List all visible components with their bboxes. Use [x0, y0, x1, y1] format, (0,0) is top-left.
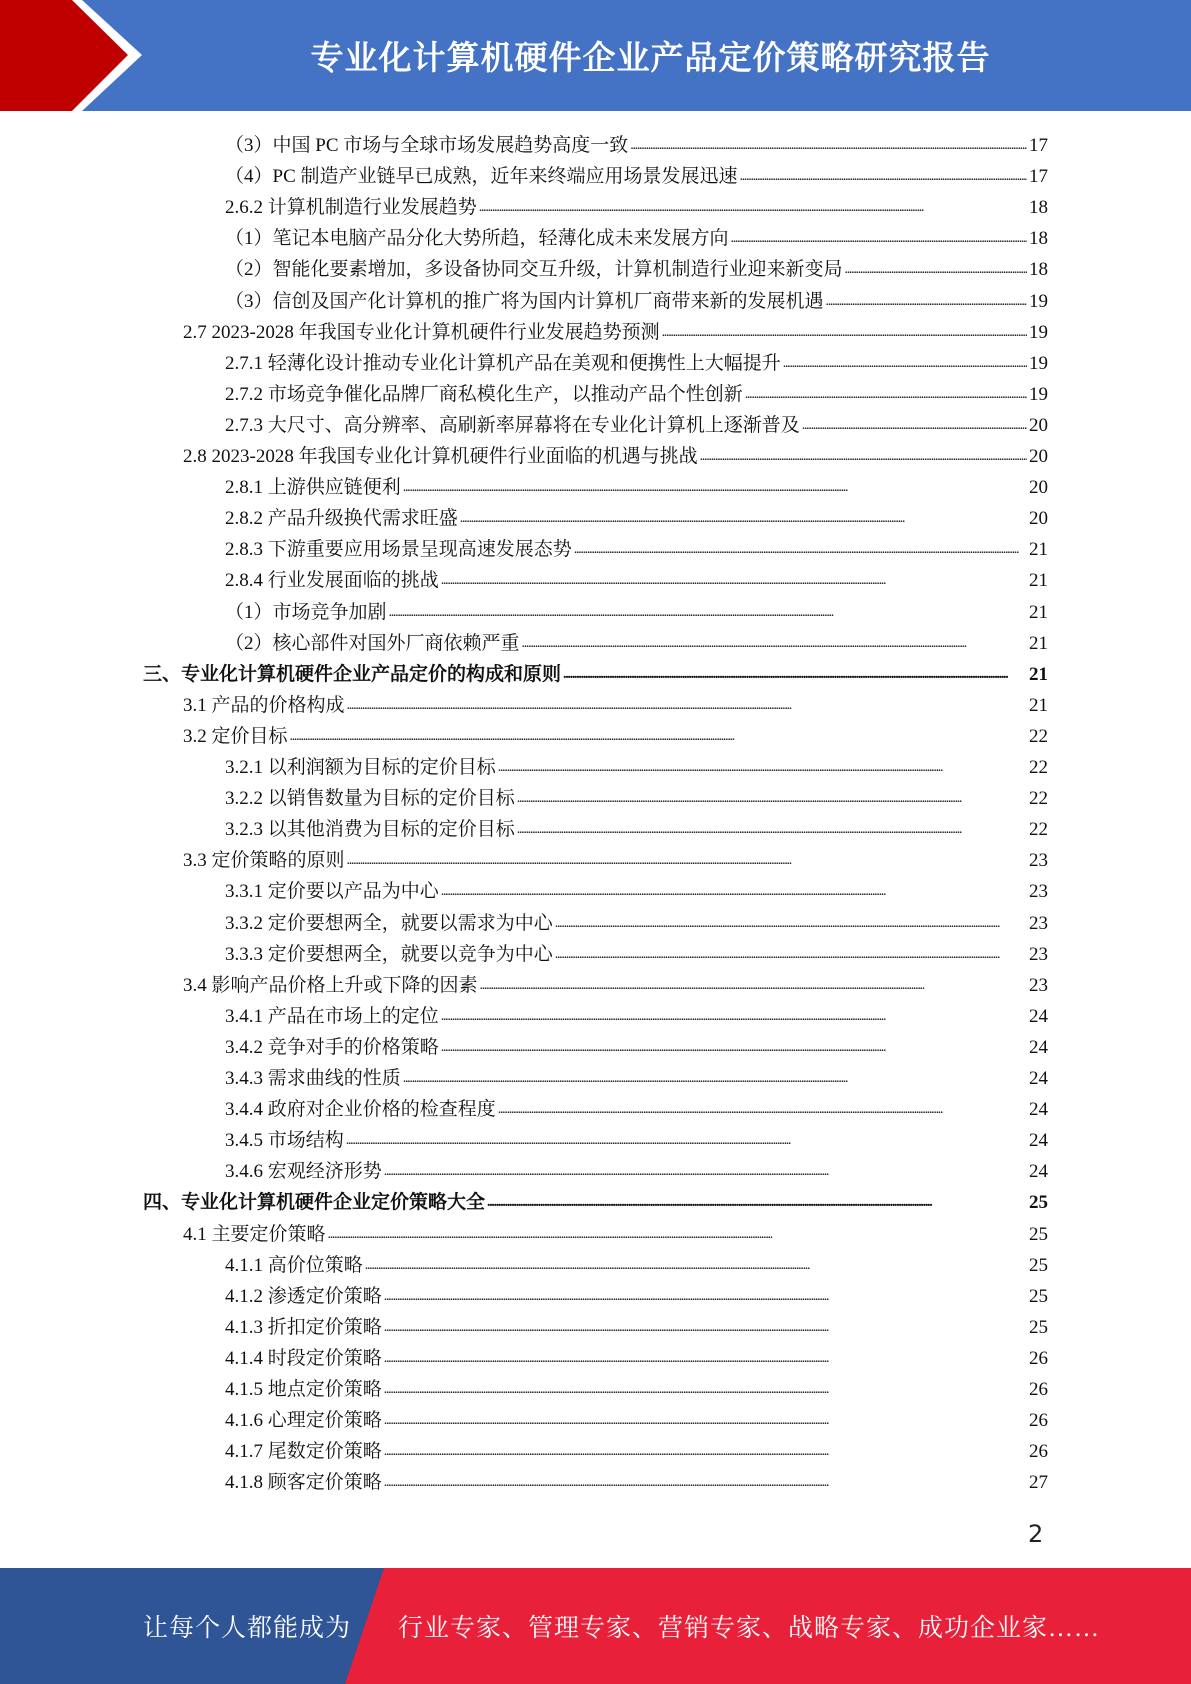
- page-number: 2: [1028, 1520, 1044, 1548]
- toc-entry-label: 4.1 主要定价策略: [183, 1223, 326, 1245]
- toc-entry-page: 24: [1029, 1005, 1048, 1027]
- toc-entry-label: 2.8.2 产品升级换代需求旺盛: [225, 508, 458, 530]
- toc-entry-page: 25: [1029, 1192, 1048, 1214]
- toc-entry-page: 23: [1029, 850, 1048, 872]
- toc-entry[interactable]: [183, 967, 1048, 998]
- toc-entry-page: 20: [1029, 508, 1048, 530]
- toc-entry-label: 4.1.8 顾客定价策略: [225, 1472, 382, 1494]
- toc-entry[interactable]: [225, 1122, 1048, 1153]
- toc-entry[interactable]: [225, 625, 1048, 656]
- toc-entry-label: 3.4.2 竞争对手的价格策略: [225, 1036, 439, 1058]
- toc-dot-leader: [517, 816, 1027, 842]
- toc-dot-leader: [700, 443, 1027, 469]
- toc-entry-label: 3.2.2 以销售数量为目标的定价目标: [225, 788, 515, 810]
- toc-dot-leader: [384, 1158, 1027, 1184]
- toc-entry-label: 3.3.3 定价要想两全，就要以竞争为中心: [225, 943, 553, 965]
- toc-entry-page: 18: [1029, 228, 1048, 250]
- toc-entry-page: 25: [1029, 1316, 1048, 1338]
- toc-dot-leader: [845, 256, 1027, 282]
- toc-entry-page: 26: [1029, 1410, 1048, 1432]
- toc-dot-leader: [662, 319, 1027, 345]
- toc-entry-label: 3.3.2 定价要想两全，就要以需求为中心: [225, 912, 553, 934]
- toc-entry[interactable]: [225, 811, 1048, 842]
- toc-entry-page: 23: [1029, 943, 1048, 965]
- toc-entry-label: （2）智能化要素增加，多设备协同交互升级，计算机制造行业迎来新变局: [225, 259, 843, 281]
- toc-entry-label: 3.1 产品的价格构成: [183, 694, 345, 716]
- toc-entry-page: 22: [1029, 757, 1048, 778]
- toc-entry-page: 26: [1029, 1347, 1048, 1369]
- toc-entry-label: 4.1.7 尾数定价策略: [225, 1441, 382, 1463]
- toc-entry-page: 18: [1029, 197, 1048, 219]
- toc-dot-leader: [384, 1469, 1027, 1495]
- toc-dot-leader: [347, 847, 1027, 873]
- toc-entry[interactable]: [225, 1464, 1048, 1495]
- toc-entry[interactable]: [225, 905, 1048, 936]
- toc-entry-page: 22: [1029, 725, 1048, 747]
- toc-entry-label: 3.4.1 产品在市场上的定位: [225, 1005, 439, 1027]
- toc-entry-label: 3.4.5 市场结构: [225, 1130, 344, 1152]
- toc-entry-label: 4.1.2 渗透定价策略: [225, 1285, 382, 1307]
- toc-entry-label: 2.7.2 市场竞争催化品牌厂商私模化生产，以推动产品个性创新: [225, 383, 743, 405]
- toc-entry-page: 23: [1029, 912, 1048, 934]
- toc-entry[interactable]: [225, 189, 1048, 220]
- toc-dot-leader: [389, 599, 1027, 625]
- toc-dot-leader: [555, 941, 1027, 967]
- toc-entry-page: 26: [1029, 1441, 1048, 1463]
- toc-entry-page: 24: [1029, 1161, 1048, 1183]
- toc-entry-label: 3.4 影响产品价格上升或下降的因素: [183, 974, 478, 996]
- toc-entry-label: （1）笔记本电脑产品分化大势所趋，轻薄化成未来发展方向: [225, 228, 729, 250]
- toc-entry[interactable]: [225, 749, 1048, 780]
- toc-entry-page: 27: [1029, 1472, 1048, 1494]
- toc-entry-label: 4.1.6 心理定价策略: [225, 1410, 382, 1432]
- page-header: [0, 0, 1191, 111]
- toc-entry-label: 3.2 定价目标: [183, 725, 288, 747]
- toc-entry[interactable]: [225, 873, 1048, 904]
- toc-dot-leader: [384, 1345, 1027, 1371]
- toc-entry-label: 3.4.4 政府对企业价格的检查程度: [225, 1099, 496, 1121]
- toc-dot-leader: [346, 1127, 1027, 1153]
- toc-dot-leader: [522, 630, 1027, 656]
- toc-dot-leader: [403, 1065, 1027, 1091]
- toc-entry-label: 2.8.1 上游供应链便利: [225, 477, 401, 499]
- toc-entry-page: 22: [1029, 788, 1048, 810]
- toc-entry[interactable]: [225, 376, 1048, 407]
- toc-entry-label: 4.1.4 时段定价策略: [225, 1347, 382, 1369]
- toc-dot-leader: [630, 132, 1027, 158]
- toc-dot-leader: [384, 1407, 1027, 1433]
- toc-dot-leader: [555, 910, 1027, 936]
- toc-entry-page: 21: [1029, 570, 1048, 592]
- toc-entry[interactable]: [143, 1184, 1048, 1215]
- toc-entry-page: 18: [1029, 259, 1048, 281]
- toc-dot-leader: [480, 972, 1027, 998]
- toc-dot-leader: [740, 163, 1028, 189]
- toc-entry-label: 4.1.3 折扣定价策略: [225, 1316, 382, 1338]
- toc-entry[interactable]: [225, 1029, 1048, 1060]
- toc-dot-leader: [384, 1283, 1027, 1309]
- toc-entry[interactable]: [225, 1433, 1048, 1464]
- toc-dot-leader: [517, 785, 1027, 811]
- toc-entry[interactable]: [225, 407, 1048, 438]
- toc-entry-label: 3.3.1 定价要以产品为中心: [225, 881, 439, 903]
- toc-entry-label: 2.8.4 行业发展面临的挑战: [225, 570, 439, 592]
- toc-entry[interactable]: [225, 998, 1048, 1029]
- toc-entry-page: 20: [1029, 477, 1048, 499]
- toc-entry-page: 22: [1029, 819, 1048, 841]
- toc-entry-label: （3）中国 PC 市场与全球市场发展趋势高度一致: [225, 135, 629, 156]
- toc-dot-leader: [384, 1376, 1027, 1402]
- toc-entry-label: 2.7 2023-2028 年我国专业化计算机硬件行业发展趋势预测: [183, 321, 660, 343]
- toc-entry-page: 20: [1029, 446, 1048, 467]
- toc-entry-label: 3.4.3 需求曲线的性质: [225, 1068, 401, 1089]
- toc-entry[interactable]: [183, 438, 1048, 469]
- toc-entry-label: 2.7.3 大尺寸、高分辨率、高刷新率屏幕将在专业化计算机上逐渐普及: [225, 414, 800, 436]
- toc-entry[interactable]: [225, 345, 1048, 376]
- toc-dot-leader: [347, 692, 1027, 718]
- toc-entry[interactable]: [225, 780, 1048, 811]
- toc-dot-leader: [487, 1189, 1027, 1215]
- toc-entry-page: 23: [1029, 881, 1048, 903]
- toc-entry[interactable]: [183, 1216, 1048, 1247]
- footer-slogan-left: 让每个人都能成为: [143, 1615, 352, 1642]
- toc-entry[interactable]: [225, 220, 1048, 251]
- toc-dot-leader: [498, 1096, 1027, 1122]
- toc-dot-leader: [498, 754, 1027, 780]
- toc-dot-leader: [731, 225, 1027, 251]
- toc-entry-label: （1）市场竞争加剧: [225, 601, 387, 623]
- toc-entry-page: 19: [1029, 383, 1048, 405]
- toc-entry-page: 21: [1029, 632, 1048, 654]
- toc-entry[interactable]: [225, 1402, 1048, 1433]
- toc-entry[interactable]: [225, 1278, 1048, 1309]
- footer-slogan-right: 行业专家、管理专家、营销专家、战略专家、成功企业家……: [398, 1615, 1101, 1642]
- toc-dot-leader: [328, 1221, 1027, 1247]
- toc-entry-label: 2.8.3 下游重要应用场景呈现高速发展态势: [225, 539, 572, 561]
- toc-entry-page: 21: [1029, 539, 1048, 561]
- toc-entry-label: 三、专业化计算机硬件企业产品定价的构成和原则: [143, 663, 562, 685]
- toc-entry-page: 23: [1029, 974, 1048, 996]
- toc-entry[interactable]: [183, 314, 1048, 345]
- toc-entry-label: 3.4.6 宏观经济形势: [225, 1161, 382, 1183]
- toc-entry[interactable]: [225, 251, 1048, 282]
- header-arrow-decoration: [0, 0, 160, 111]
- toc-entry[interactable]: [225, 594, 1048, 625]
- toc-entry[interactable]: [225, 469, 1048, 500]
- toc-dot-leader: [802, 412, 1027, 438]
- toc-entry-page: 21: [1029, 663, 1048, 685]
- toc-dot-leader: [441, 878, 1027, 904]
- toc-entry[interactable]: [183, 718, 1048, 749]
- toc-entry[interactable]: [183, 687, 1048, 718]
- toc-dot-leader: [460, 505, 1027, 531]
- toc-entry-page: 24: [1029, 1130, 1048, 1152]
- toc-entry-label: 3.2.3 以其他消费为目标的定价目标: [225, 819, 515, 841]
- toc-dot-leader: [441, 567, 1027, 593]
- toc-entry-label: （3）信创及国产化计算机的推广将为国内计算机厂商带来新的发展机遇: [225, 290, 824, 312]
- toc-entry-page: 25: [1029, 1223, 1048, 1245]
- toc-entry-page: 21: [1029, 694, 1048, 716]
- toc-dot-leader: [365, 1252, 1027, 1278]
- toc-entry-label: 4.1.1 高价位策略: [225, 1254, 363, 1276]
- toc-entry-page: 24: [1029, 1068, 1048, 1089]
- toc-entry[interactable]: [225, 500, 1048, 531]
- toc-dot-leader: [441, 1034, 1027, 1060]
- toc-entry-label: 2.6.2 计算机制造行业发展趋势: [225, 197, 477, 219]
- toc-entry-page: 17: [1029, 135, 1048, 156]
- toc-entry-page: 20: [1029, 414, 1048, 436]
- page-footer: [0, 1568, 1191, 1684]
- toc-entry[interactable]: [225, 1340, 1048, 1371]
- toc-entry[interactable]: [183, 842, 1048, 873]
- toc-entry-page: 19: [1029, 290, 1048, 312]
- toc-dot-leader: [441, 1003, 1027, 1029]
- toc-dot-leader: [403, 474, 1027, 500]
- toc-dot-leader: [574, 536, 1027, 562]
- toc-entry-label: （2）核心部件对国外厂商依赖严重: [225, 632, 520, 654]
- toc-entry[interactable]: [143, 656, 1048, 687]
- toc-dot-leader: [563, 661, 1027, 687]
- toc-dot-leader: [745, 381, 1027, 407]
- toc-entry[interactable]: [225, 1247, 1048, 1278]
- toc-entry[interactable]: [225, 531, 1048, 562]
- toc-dot-leader: [783, 350, 1027, 376]
- toc-entry-label: 2.8 2023-2028 年我国专业化计算机硬件行业面临的机遇与挑战: [183, 446, 698, 467]
- toc-entry[interactable]: [225, 1309, 1048, 1340]
- toc-entry-page: 17: [1029, 166, 1048, 188]
- toc-entry[interactable]: [225, 283, 1048, 314]
- toc-entry-page: 24: [1029, 1099, 1048, 1121]
- toc-entry[interactable]: [225, 936, 1048, 967]
- toc-entry-label: 3.3 定价策略的原则: [183, 850, 345, 872]
- toc-entry[interactable]: [225, 562, 1048, 593]
- document-title: 专业化计算机硬件企业产品定价策略研究报告: [310, 38, 991, 77]
- toc-entry-label: 四、专业化计算机硬件企业定价策略大全: [143, 1192, 486, 1214]
- toc-entry-label: 4.1.5 地点定价策略: [225, 1379, 382, 1400]
- toc-entry-page: 25: [1029, 1285, 1048, 1307]
- toc-dot-leader: [290, 723, 1027, 749]
- toc-entry-label: （4）PC 制造产业链早已成熟，近年来终端应用场景发展迅速: [225, 166, 738, 188]
- toc-entry[interactable]: [225, 1060, 1048, 1091]
- toc-entry-page: 21: [1029, 601, 1048, 623]
- toc-entry-page: 24: [1029, 1036, 1048, 1058]
- toc-entry-page: 25: [1029, 1254, 1048, 1276]
- toc-entry[interactable]: [225, 1371, 1048, 1402]
- toc-dot-leader: [479, 194, 1027, 220]
- toc-entry-page: 19: [1029, 352, 1048, 374]
- toc-entry[interactable]: [225, 158, 1048, 189]
- toc-entry-label: 2.7.1 轻薄化设计推动专业化计算机产品在美观和便携性上大幅提升: [225, 352, 781, 374]
- toc-entry[interactable]: [225, 1153, 1048, 1184]
- toc-entry-page: 26: [1029, 1379, 1048, 1400]
- toc-dot-leader: [826, 288, 1027, 314]
- toc-entry[interactable]: [225, 127, 1048, 158]
- toc-dot-leader: [384, 1314, 1027, 1340]
- toc-entry-page: 19: [1029, 321, 1048, 343]
- toc-entry-label: 3.2.1 以利润额为目标的定价目标: [225, 757, 496, 778]
- toc-dot-leader: [384, 1438, 1027, 1464]
- toc-entry[interactable]: [225, 1091, 1048, 1122]
